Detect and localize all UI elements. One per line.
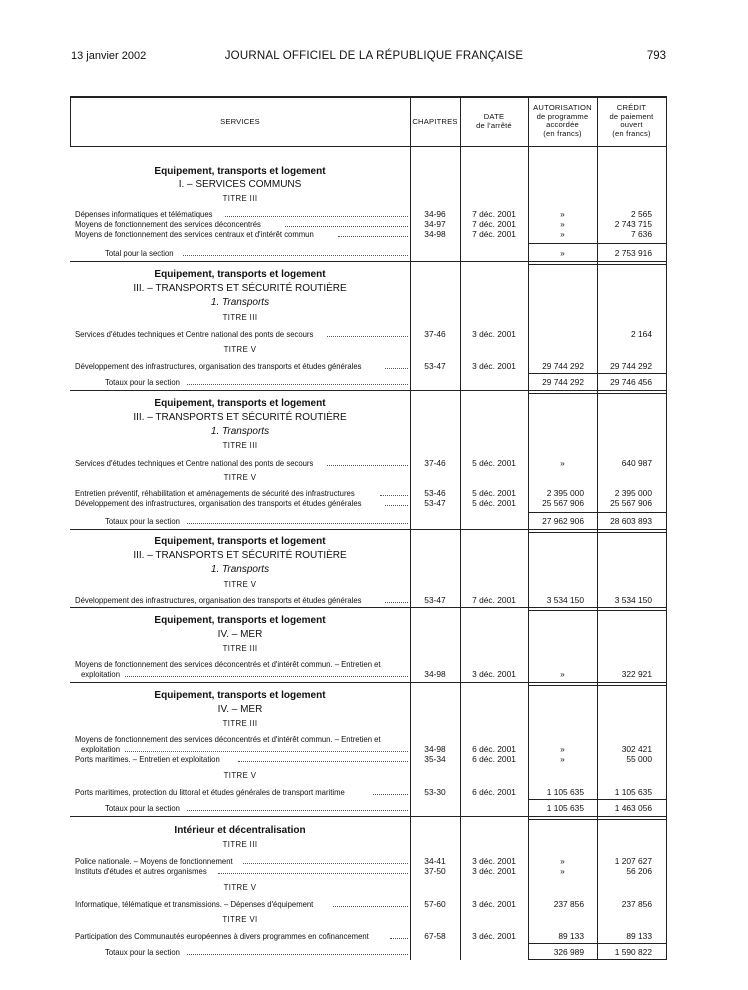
- row-label-line1: Moyens de fonctionnement des services déconcentrés et d'intérêt commun. – Entretien et: [75, 659, 381, 669]
- row-chapitre: 53-46: [424, 488, 446, 498]
- row-date: 6 déc. 2001: [472, 787, 516, 797]
- row-date: 6 déc. 2001: [472, 754, 516, 764]
- row-date: 5 déc. 2001: [472, 498, 516, 508]
- titre-heading: TITRE V: [223, 771, 257, 780]
- service-heading: I. – SERVICES COMMUNS: [178, 179, 302, 190]
- total-credit: 1 463 056: [614, 803, 652, 813]
- leader-dots: [327, 465, 408, 466]
- row-date: 5 déc. 2001: [472, 458, 516, 468]
- row-credit: 237 856: [621, 899, 652, 909]
- row-date: 3 déc. 2001: [472, 856, 516, 866]
- total-autorisation: 29 744 292: [542, 377, 584, 387]
- ministry-heading: Equipement, transports et logement: [154, 536, 326, 547]
- row-autorisation: »: [560, 219, 565, 229]
- ministry-heading: Equipement, transports et logement: [154, 269, 326, 280]
- leader-dots: [218, 873, 408, 874]
- col-header-autorisation: AUTORISATION de programme accordée (en francs): [533, 103, 592, 138]
- service-heading: III. – TRANSPORTS ET SÉCURITÉ ROUTIÈRE: [133, 550, 347, 561]
- row-chapitre: 37-46: [424, 458, 446, 468]
- leader-dots: [327, 336, 408, 337]
- row-chapitre: 37-50: [424, 866, 446, 876]
- row-date: 3 déc. 2001: [472, 931, 516, 941]
- row-credit: 302 421: [621, 744, 652, 754]
- total-label: Totaux pour la section: [105, 516, 180, 526]
- row-label: Moyens de fonctionnement des services déconcentrés: [75, 219, 261, 229]
- subsection-heading: 1. Transports: [210, 564, 270, 575]
- ministry-heading: Intérieur et décentralisation: [174, 825, 306, 836]
- row-date: 5 déc. 2001: [472, 488, 516, 498]
- titre-heading: TITRE V: [223, 345, 257, 354]
- leader-dots: [338, 236, 408, 237]
- row-chapitre: 35-34: [424, 754, 446, 764]
- row-autorisation: 89 133: [558, 931, 584, 941]
- subsection-heading: 1. Transports: [210, 297, 270, 308]
- ministry-heading: Equipement, transports et logement: [154, 398, 326, 409]
- row-date: 6 déc. 2001: [472, 744, 516, 754]
- total-autorisation: »: [560, 248, 565, 258]
- leader-dots: [243, 863, 408, 864]
- ministry-heading: Equipement, transports et logement: [154, 690, 326, 701]
- titre-heading: TITRE III: [222, 644, 258, 653]
- section-rule: [70, 390, 667, 391]
- row-chapitre: 34-98: [424, 229, 446, 239]
- row-credit: 89 133: [626, 931, 652, 941]
- service-heading: III. – TRANSPORTS ET SÉCURITÉ ROUTIÈRE: [133, 412, 347, 423]
- leader-dots: [333, 906, 408, 907]
- leader-dots: [125, 676, 408, 677]
- row-credit: 55 000: [626, 754, 652, 764]
- row-autorisation: 25 567 906: [542, 498, 584, 508]
- total-label: Totaux pour la section: [105, 377, 180, 387]
- row-chapitre: 34-41: [424, 856, 446, 866]
- row-label-line2: exploitation: [81, 669, 120, 679]
- row-chapitre: 34-98: [424, 669, 446, 679]
- titre-heading: TITRE III: [222, 313, 258, 322]
- row-date: 3 déc. 2001: [472, 866, 516, 876]
- table-right-border: [666, 96, 667, 960]
- section-rule-double: [528, 819, 666, 820]
- leader-dots: [285, 226, 408, 227]
- row-credit: 29 744 292: [610, 361, 652, 371]
- row-chapitre: 53-47: [424, 498, 446, 508]
- row-date: 7 déc. 2001: [472, 209, 516, 219]
- section-rule: [70, 816, 667, 817]
- titre-heading: TITRE V: [223, 883, 257, 892]
- row-label: Dépenses informatiques et télématiques: [75, 209, 213, 219]
- row-chapitre: 34-97: [424, 219, 446, 229]
- section-rule: [70, 682, 667, 683]
- row-label: Entretien préventif, réhabilitation et aménagements de sécurité des infrastructures: [75, 488, 355, 498]
- row-label: Police nationale. – Moyens de fonctionnement: [75, 856, 233, 866]
- section-rule: [70, 529, 667, 530]
- row-credit: 2 565: [631, 209, 652, 219]
- row-chapitre: 67-58: [424, 931, 446, 941]
- row-label-line1: Moyens de fonctionnement des services déconcentrés et d'intérêt commun. – Entretien et: [75, 734, 381, 744]
- leader-dots: [225, 216, 408, 217]
- row-label-line2: exploitation: [81, 744, 120, 754]
- row-label: Informatique, télématique et transmissions. – Dépenses d'équipement: [75, 899, 314, 909]
- row-label: Ports maritimes. – Entretien et exploitation: [75, 754, 220, 764]
- ministry-heading: Equipement, transports et logement: [154, 166, 326, 177]
- row-label: Développement des infrastructures, organisation des transports et études générales: [75, 361, 362, 371]
- leader-dots: [373, 794, 408, 795]
- row-date: 3 déc. 2001: [472, 361, 516, 371]
- row-date: 3 déc. 2001: [472, 899, 516, 909]
- row-label: Développement des infrastructures, organisation des transports et études générales: [75, 498, 362, 508]
- sum-rule: [528, 943, 666, 944]
- section-rule-double: [528, 685, 666, 686]
- row-credit: 25 567 906: [610, 498, 652, 508]
- row-credit: 7 636: [631, 229, 652, 239]
- row-autorisation: 2 395 000: [546, 488, 584, 498]
- row-label: Développement des infrastructures, organisation des transports et études générales: [75, 595, 362, 605]
- col-header-credit: CRÉDIT de paiement ouvert (en francs): [609, 103, 654, 138]
- leader-dots: [238, 761, 408, 762]
- table-bottom-rule: [528, 959, 666, 960]
- total-credit: 28 603 893: [610, 516, 652, 526]
- titre-heading: TITRE V: [223, 580, 257, 589]
- section-rule-double: [528, 264, 666, 265]
- leader-dots: [187, 810, 408, 811]
- service-heading: IV. – MER: [217, 704, 263, 715]
- row-credit: 322 921: [621, 669, 652, 679]
- col-header-services: SERVICES: [220, 117, 260, 126]
- row-credit: 1 207 627: [614, 856, 652, 866]
- sum-rule: [528, 799, 666, 800]
- row-date: 7 déc. 2001: [472, 229, 516, 239]
- leader-dots: [390, 938, 408, 939]
- journal-title: JOURNAL OFFICIEL DE LA RÉPUBLIQUE FRANÇAISE: [224, 50, 524, 62]
- row-credit: 640 987: [621, 458, 652, 468]
- row-chapitre: 34-98: [424, 744, 446, 754]
- header-bottom-rule: [70, 146, 667, 147]
- row-autorisation: »: [560, 754, 565, 764]
- page-number: 793: [646, 50, 666, 62]
- section-rule-double: [528, 532, 666, 533]
- section-rule-double: [528, 610, 666, 611]
- row-autorisation: »: [560, 744, 565, 754]
- row-label: Services d'études techniques et Centre national des ponts de secours: [75, 458, 314, 468]
- leader-dots: [385, 368, 408, 369]
- row-chapitre: 53-47: [424, 361, 446, 371]
- row-credit: 2 164: [631, 329, 652, 339]
- col-header-chapitres: CHAPITRES: [412, 117, 458, 126]
- sum-rule: [528, 243, 666, 244]
- row-autorisation: 237 856: [553, 899, 584, 909]
- service-heading: III. – TRANSPORTS ET SÉCURITÉ ROUTIÈRE: [133, 283, 347, 294]
- row-credit: 56 206: [626, 866, 652, 876]
- row-autorisation: »: [560, 229, 565, 239]
- leader-dots: [385, 505, 408, 506]
- total-credit: 29 746 456: [610, 377, 652, 387]
- titre-heading: TITRE III: [222, 441, 258, 450]
- row-chapitre: 37-46: [424, 329, 446, 339]
- sum-rule: [528, 512, 666, 513]
- row-credit: 1 105 635: [614, 787, 652, 797]
- row-autorisation: »: [560, 669, 565, 679]
- ministry-heading: Equipement, transports et logement: [154, 615, 326, 626]
- total-label: Totaux pour la section: [105, 947, 180, 957]
- titre-heading: TITRE III: [222, 840, 258, 849]
- section-rule: [70, 607, 667, 608]
- row-credit: 2 743 715: [614, 219, 652, 229]
- row-autorisation: 29 744 292: [542, 361, 584, 371]
- row-chapitre: 57-60: [424, 899, 446, 909]
- row-label: Moyens de fonctionnement des services centraux et d'intérêt commun: [75, 229, 314, 239]
- row-label: Ports maritimes, protection du littoral et études générales de transport maritime: [75, 787, 345, 797]
- total-label: Totaux pour la section: [105, 803, 180, 813]
- sum-rule: [528, 373, 666, 374]
- row-label: Participation des Communautés européennes à divers programmes en cofinancement: [75, 931, 369, 941]
- issue-date: 13 janvier 2002: [71, 50, 147, 62]
- row-label: Instituts d'études et autres organismes: [75, 866, 207, 876]
- row-date: 3 déc. 2001: [472, 669, 516, 679]
- total-autorisation: 27 962 906: [542, 516, 584, 526]
- row-chapitre: 53-47: [424, 595, 446, 605]
- table-top-border: [70, 96, 667, 98]
- service-heading: IV. – MER: [217, 629, 263, 640]
- leader-dots: [187, 384, 408, 385]
- total-credit: 2 753 916: [614, 248, 652, 258]
- row-chapitre: 53-30: [424, 787, 446, 797]
- row-label: Services d'études techniques et Centre national des ponts de secours: [75, 329, 314, 339]
- total-autorisation: 326 989: [553, 947, 584, 957]
- row-autorisation: »: [560, 458, 565, 468]
- section-rule-double: [528, 393, 666, 394]
- titre-heading: TITRE V: [223, 473, 257, 482]
- row-chapitre: 34-96: [424, 209, 446, 219]
- row-date: 7 déc. 2001: [472, 219, 516, 229]
- row-autorisation: »: [560, 856, 565, 866]
- leader-dots: [125, 751, 408, 752]
- leader-dots: [380, 495, 408, 496]
- titre-heading: TITRE III: [222, 719, 258, 728]
- leader-dots: [187, 523, 408, 524]
- leader-dots: [183, 255, 408, 256]
- subsection-heading: 1. Transports: [210, 426, 270, 437]
- row-credit: 2 395 000: [614, 488, 652, 498]
- row-date: 7 déc. 2001: [472, 595, 516, 605]
- leader-dots: [385, 602, 408, 603]
- section-rule: [70, 261, 667, 262]
- titre-heading: TITRE III: [222, 194, 258, 203]
- titre-heading: TITRE VI: [222, 915, 258, 924]
- col-header-date: DATE de l'arrêté: [476, 112, 512, 130]
- row-autorisation: 3 534 150: [546, 595, 584, 605]
- total-credit: 1 590 822: [614, 947, 652, 957]
- row-credit: 3 534 150: [614, 595, 652, 605]
- row-date: 3 déc. 2001: [472, 329, 516, 339]
- total-label: Total pour la section: [105, 248, 174, 258]
- row-autorisation: 1 105 635: [546, 787, 584, 797]
- leader-dots: [187, 954, 408, 955]
- total-autorisation: 1 105 635: [546, 803, 584, 813]
- row-autorisation: »: [560, 866, 565, 876]
- row-autorisation: »: [560, 209, 565, 219]
